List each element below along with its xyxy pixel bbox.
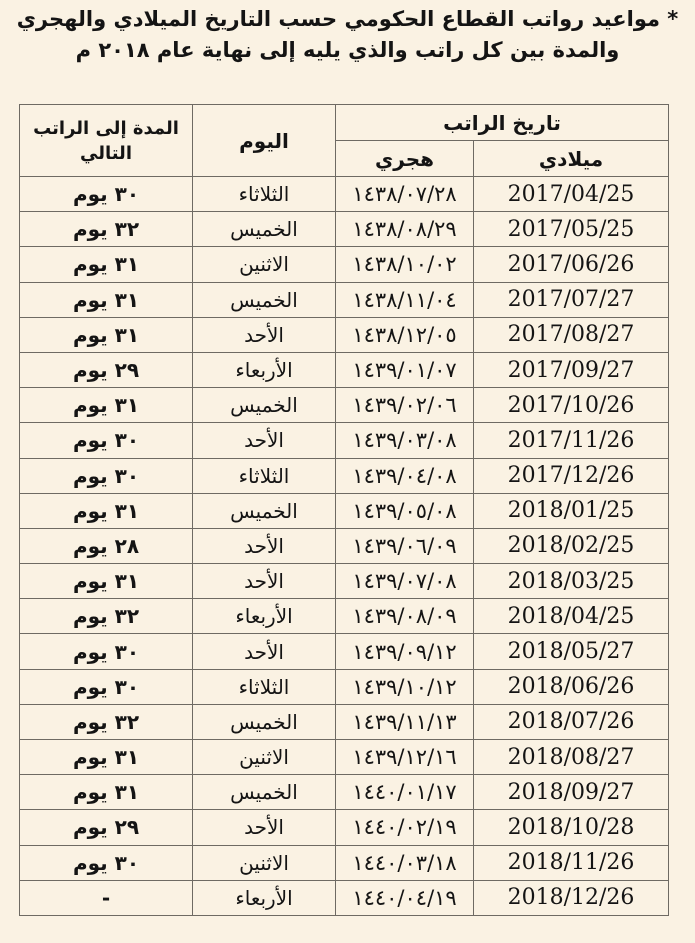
weekday-cell: الأربعاء bbox=[193, 599, 336, 634]
weekday-cell: الخميس bbox=[193, 212, 336, 247]
weekday-cell: الأربعاء bbox=[193, 352, 336, 387]
table-row bbox=[20, 282, 669, 317]
gregorian-date-cell: 2018/09/27 bbox=[474, 775, 669, 810]
table-row bbox=[20, 247, 669, 282]
hijri-date-cell: ١٤٣٩/٠٥/٠٨ bbox=[336, 493, 474, 528]
weekday-cell: الثلاثاء bbox=[193, 458, 336, 493]
period-cell: ٣٠ يوم bbox=[20, 669, 193, 704]
period-cell: ٣٢ يوم bbox=[20, 212, 193, 247]
weekday-cell: الأحد bbox=[193, 564, 336, 599]
hijri-date-cell: ١٤٣٩/٠٤/٠٨ bbox=[336, 458, 474, 493]
gregorian-date-cell: 2018/12/26 bbox=[474, 880, 669, 915]
table-row bbox=[20, 493, 669, 528]
hijri-date-cell: ١٤٣٩/٠٢/٠٦ bbox=[336, 388, 474, 423]
hijri-date-cell: ١٤٣٩/٠٣/٠٨ bbox=[336, 423, 474, 458]
weekday-cell: الخميس bbox=[193, 388, 336, 423]
hijri-date-cell: ١٤٣٨/١٠/٠٢ bbox=[336, 247, 474, 282]
table-row bbox=[20, 317, 669, 352]
hijri-date-cell: ١٤٣٨/٠٨/٢٩ bbox=[336, 212, 474, 247]
gregorian-date-cell: 2018/10/28 bbox=[474, 810, 669, 845]
period-cell: ٣٢ يوم bbox=[20, 599, 193, 634]
table-row bbox=[20, 423, 669, 458]
hijri-date-cell: ١٤٣٩/١٠/١٢ bbox=[336, 669, 474, 704]
hijri-date-cell: ١٤٣٩/١٢/١٦ bbox=[336, 740, 474, 775]
period-cell: ٣٠ يوم bbox=[20, 458, 193, 493]
header-hijri: هجري bbox=[336, 141, 474, 177]
hijri-date-cell: ١٤٣٩/٠٩/١٢ bbox=[336, 634, 474, 669]
title-line-1: * مواعيد رواتب القطاع الحكومي حسب التاريخ الميلادي والهجري bbox=[16, 7, 679, 31]
weekday-cell: الخميس bbox=[193, 775, 336, 810]
gregorian-date-cell: 2017/05/25 bbox=[474, 212, 669, 247]
header-period: المدة إلى الراتب التالي bbox=[20, 105, 193, 177]
table-row bbox=[20, 880, 669, 915]
table-row bbox=[20, 528, 669, 563]
period-cell: ٣٠ يوم bbox=[20, 177, 193, 212]
hijri-date-cell: ١٤٣٩/٠٨/٠٩ bbox=[336, 599, 474, 634]
period-cell: - bbox=[20, 880, 193, 915]
header-row-1 bbox=[20, 105, 669, 141]
table-row bbox=[20, 704, 669, 739]
period-cell: ٣١ يوم bbox=[20, 247, 193, 282]
table-row bbox=[20, 388, 669, 423]
title-line-2: والمدة بين كل راتب والذي يليه إلى نهاية عام ٢٠١٨ م bbox=[75, 38, 620, 62]
weekday-cell: الثلاثاء bbox=[193, 669, 336, 704]
period-cell: ٣١ يوم bbox=[20, 282, 193, 317]
gregorian-date-cell: 2017/09/27 bbox=[474, 352, 669, 387]
weekday-cell: الخميس bbox=[193, 704, 336, 739]
period-cell: ٣١ يوم bbox=[20, 317, 193, 352]
header-salary-date: تاريخ الراتب bbox=[336, 105, 669, 141]
period-cell: ٣٢ يوم bbox=[20, 704, 193, 739]
hijri-date-cell: ١٤٤٠/٠١/١٧ bbox=[336, 775, 474, 810]
gregorian-date-cell: 2018/05/27 bbox=[474, 634, 669, 669]
table-row bbox=[20, 212, 669, 247]
weekday-cell: الأحد bbox=[193, 528, 336, 563]
gregorian-date-cell: 2017/06/26 bbox=[474, 247, 669, 282]
table-body bbox=[20, 177, 669, 916]
table-row bbox=[20, 740, 669, 775]
period-cell: ٣١ يوم bbox=[20, 564, 193, 599]
weekday-cell: الأحد bbox=[193, 810, 336, 845]
weekday-cell: الأربعاء bbox=[193, 880, 336, 915]
gregorian-date-cell: 2018/11/26 bbox=[474, 845, 669, 880]
gregorian-date-cell: 2018/03/25 bbox=[474, 564, 669, 599]
gregorian-date-cell: 2018/01/25 bbox=[474, 493, 669, 528]
gregorian-date-cell: 2017/10/26 bbox=[474, 388, 669, 423]
table-row bbox=[20, 845, 669, 880]
weekday-cell: الأحد bbox=[193, 317, 336, 352]
document-title bbox=[0, 4, 695, 66]
weekday-cell: الاثنين bbox=[193, 247, 336, 282]
weekday-cell: الخميس bbox=[193, 493, 336, 528]
table-row bbox=[20, 352, 669, 387]
table-row bbox=[20, 669, 669, 704]
gregorian-date-cell: 2017/07/27 bbox=[474, 282, 669, 317]
weekday-cell: الاثنين bbox=[193, 845, 336, 880]
period-cell: ٣١ يوم bbox=[20, 388, 193, 423]
hijri-date-cell: ١٤٣٩/٠٧/٠٨ bbox=[336, 564, 474, 599]
hijri-date-cell: ١٤٣٩/٠٦/٠٩ bbox=[336, 528, 474, 563]
period-cell: ٣٠ يوم bbox=[20, 845, 193, 880]
gregorian-date-cell: 2018/02/25 bbox=[474, 528, 669, 563]
gregorian-date-cell: 2017/08/27 bbox=[474, 317, 669, 352]
gregorian-date-cell: 2018/08/27 bbox=[474, 740, 669, 775]
hijri-date-cell: ١٤٤٠/٠٣/١٨ bbox=[336, 845, 474, 880]
table-row bbox=[20, 458, 669, 493]
hijri-date-cell: ١٤٤٠/٠٤/١٩ bbox=[336, 880, 474, 915]
gregorian-date-cell: 2017/11/26 bbox=[474, 423, 669, 458]
table-row bbox=[20, 775, 669, 810]
gregorian-date-cell: 2018/06/26 bbox=[474, 669, 669, 704]
period-cell: ٣١ يوم bbox=[20, 740, 193, 775]
period-cell: ٣٠ يوم bbox=[20, 423, 193, 458]
gregorian-date-cell: 2017/04/25 bbox=[474, 177, 669, 212]
weekday-cell: الاثنين bbox=[193, 740, 336, 775]
weekday-cell: الثلاثاء bbox=[193, 177, 336, 212]
hijri-date-cell: ١٤٣٨/١١/٠٤ bbox=[336, 282, 474, 317]
gregorian-date-cell: 2017/12/26 bbox=[474, 458, 669, 493]
hijri-date-cell: ١٤٤٠/٠٢/١٩ bbox=[336, 810, 474, 845]
period-cell: ٣١ يوم bbox=[20, 775, 193, 810]
hijri-date-cell: ١٤٣٩/٠١/٠٧ bbox=[336, 352, 474, 387]
gregorian-date-cell: 2018/04/25 bbox=[474, 599, 669, 634]
table-row bbox=[20, 810, 669, 845]
period-cell: ٣١ يوم bbox=[20, 493, 193, 528]
table-row bbox=[20, 177, 669, 212]
hijri-date-cell: ١٤٣٨/٠٧/٢٨ bbox=[336, 177, 474, 212]
gregorian-date-cell: 2018/07/26 bbox=[474, 704, 669, 739]
hijri-date-cell: ١٤٣٩/١١/١٣ bbox=[336, 704, 474, 739]
weekday-cell: الأحد bbox=[193, 634, 336, 669]
header-day: اليوم bbox=[193, 105, 336, 177]
header-gregorian: ميلادي bbox=[474, 141, 669, 177]
period-cell: ٢٨ يوم bbox=[20, 528, 193, 563]
weekday-cell: الأحد bbox=[193, 423, 336, 458]
weekday-cell: الخميس bbox=[193, 282, 336, 317]
period-cell: ٢٩ يوم bbox=[20, 810, 193, 845]
table-row bbox=[20, 634, 669, 669]
period-cell: ٢٩ يوم bbox=[20, 352, 193, 387]
period-cell: ٣٠ يوم bbox=[20, 634, 193, 669]
salary-schedule-table bbox=[19, 104, 669, 916]
hijri-date-cell: ١٤٣٨/١٢/٠٥ bbox=[336, 317, 474, 352]
table-row bbox=[20, 564, 669, 599]
table-row bbox=[20, 599, 669, 634]
